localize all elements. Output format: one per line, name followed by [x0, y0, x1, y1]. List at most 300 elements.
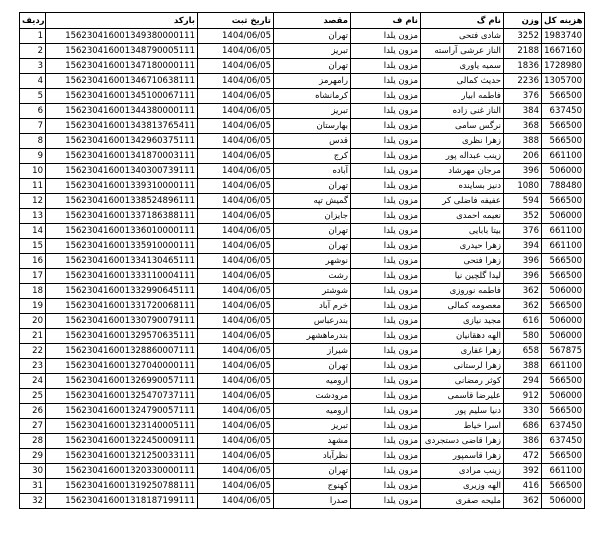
cell-barcode: 156230416001344380000111: [46, 104, 198, 119]
cell-reg-date: 1404/06/05: [198, 419, 274, 434]
cell-total-cost: 566500: [542, 119, 585, 134]
cell-weight: 362: [504, 299, 542, 314]
cell-barcode: 156230416001320330000111: [46, 464, 198, 479]
cell-destination: تبریز: [274, 44, 351, 59]
cell-destination: نظرآباد: [274, 449, 351, 464]
cell-destination: کهنوج: [274, 479, 351, 494]
cell-sender: مزون یلدا: [351, 419, 421, 434]
cell-total-cost: 661100: [542, 224, 585, 239]
cell-total-cost: 506000: [542, 314, 585, 329]
cell-sender: مزون یلدا: [351, 389, 421, 404]
cell-barcode: 156230416001325470737111: [46, 389, 198, 404]
table-row: [20, 359, 585, 374]
cell-sender: مزون یلدا: [351, 59, 421, 74]
cell-reg-date: 1404/06/05: [198, 449, 274, 464]
cell-receiver: زهرا فتحی: [421, 254, 504, 269]
cell-weight: 1080: [504, 179, 542, 194]
cell-weight: 580: [504, 329, 542, 344]
table-row: [20, 389, 585, 404]
cell-sender: مزون یلدا: [351, 179, 421, 194]
cell-total-cost: 506000: [542, 284, 585, 299]
cell-row-id: 9: [20, 149, 46, 164]
cell-row-id: 24: [20, 374, 46, 389]
cell-total-cost: 661100: [542, 359, 585, 374]
cell-barcode: 156230416001335910000111: [46, 239, 198, 254]
cell-barcode: 156230416001330790079111: [46, 314, 198, 329]
cell-row-id: 12: [20, 194, 46, 209]
header-sender: نام ف: [351, 13, 421, 29]
header-barcode: بارکد: [46, 13, 198, 29]
cell-sender: مزون یلدا: [351, 269, 421, 284]
cell-receiver: زهرا غفاری: [421, 344, 504, 359]
cell-reg-date: 1404/06/05: [198, 179, 274, 194]
cell-reg-date: 1404/06/05: [198, 389, 274, 404]
cell-destination: بندرعباس: [274, 314, 351, 329]
cell-sender: مزون یلدا: [351, 194, 421, 209]
cell-row-id: 26: [20, 404, 46, 419]
cell-weight: 388: [504, 134, 542, 149]
cell-sender: مزون یلدا: [351, 284, 421, 299]
cell-reg-date: 1404/06/05: [198, 299, 274, 314]
cell-row-id: 25: [20, 389, 46, 404]
cell-weight: 330: [504, 404, 542, 419]
cell-weight: 392: [504, 464, 542, 479]
cell-weight: 396: [504, 269, 542, 284]
cell-reg-date: 1404/06/05: [198, 494, 274, 509]
cell-receiver: مجید نیازی: [421, 314, 504, 329]
cell-total-cost: 1305700: [542, 74, 585, 89]
cell-receiver: علیرضا قاسمی: [421, 389, 504, 404]
cell-row-id: 20: [20, 314, 46, 329]
cell-sender: مزون یلدا: [351, 164, 421, 179]
cell-sender: مزون یلدا: [351, 464, 421, 479]
cell-weight: 912: [504, 389, 542, 404]
cell-receiver: زهرا قاسمپور: [421, 449, 504, 464]
cell-total-cost: 566500: [542, 269, 585, 284]
table-row: [20, 209, 585, 224]
cell-destination: قدس: [274, 134, 351, 149]
cell-weight: 368: [504, 119, 542, 134]
cell-row-id: 29: [20, 449, 46, 464]
cell-receiver: ملیحه صفری: [421, 494, 504, 509]
cell-receiver: حدیث کمالی: [421, 74, 504, 89]
cell-receiver: فاطمه نوروزی: [421, 284, 504, 299]
table-row: [20, 164, 585, 179]
cell-weight: 2188: [504, 44, 542, 59]
cell-total-cost: 637450: [542, 434, 585, 449]
cell-barcode: 156230416001338524896111: [46, 194, 198, 209]
table-row: [20, 239, 585, 254]
cell-destination: تهران: [274, 239, 351, 254]
table-row: [20, 314, 585, 329]
cell-receiver: زینب عبداله پور: [421, 149, 504, 164]
cell-barcode: 156230416001326990057111: [46, 374, 198, 389]
table-row: [20, 404, 585, 419]
cell-weight: 376: [504, 224, 542, 239]
table-row: [20, 29, 585, 44]
cell-total-cost: 1667160: [542, 44, 585, 59]
cell-barcode: 156230416001331720068111: [46, 299, 198, 314]
cell-reg-date: 1404/06/05: [198, 149, 274, 164]
cell-row-id: 5: [20, 89, 46, 104]
cell-barcode: 156230416001328860007111: [46, 344, 198, 359]
cell-barcode: 156230416001318187199111: [46, 494, 198, 509]
cell-destination: تبریز: [274, 104, 351, 119]
cell-barcode: 156230416001321250033111: [46, 449, 198, 464]
cell-reg-date: 1404/06/05: [198, 344, 274, 359]
cell-total-cost: 566500: [542, 449, 585, 464]
cell-row-id: 16: [20, 254, 46, 269]
cell-sender: مزون یلدا: [351, 134, 421, 149]
cell-sender: مزون یلدا: [351, 44, 421, 59]
cell-reg-date: 1404/06/05: [198, 464, 274, 479]
cell-destination: مشهد: [274, 434, 351, 449]
header-destination: مقصد: [274, 13, 351, 29]
cell-sender: مزون یلدا: [351, 479, 421, 494]
cell-barcode: 156230416001340300739111: [46, 164, 198, 179]
cell-reg-date: 1404/06/05: [198, 74, 274, 89]
cell-barcode: 156230416001323140005111: [46, 419, 198, 434]
cell-receiver: لیدا گلچین نیا: [421, 269, 504, 284]
header-row-id: ردیف: [20, 13, 46, 29]
cell-weight: 294: [504, 374, 542, 389]
cell-destination: جایزان: [274, 209, 351, 224]
cell-destination: تبریز: [274, 419, 351, 434]
table-body: [20, 29, 585, 509]
table-row: [20, 284, 585, 299]
cell-total-cost: 506000: [542, 494, 585, 509]
cell-row-id: 7: [20, 119, 46, 134]
cell-barcode: 156230416001349380000111: [46, 29, 198, 44]
cell-reg-date: 1404/06/05: [198, 329, 274, 344]
cell-reg-date: 1404/06/05: [198, 209, 274, 224]
cell-row-id: 14: [20, 224, 46, 239]
cell-weight: 396: [504, 254, 542, 269]
cell-weight: 384: [504, 104, 542, 119]
cell-total-cost: 566500: [542, 194, 585, 209]
cell-row-id: 10: [20, 164, 46, 179]
table-row: [20, 74, 585, 89]
cell-receiver: زهرا نظری: [421, 134, 504, 149]
cell-total-cost: 506000: [542, 164, 585, 179]
cell-sender: مزون یلدا: [351, 374, 421, 389]
cell-barcode: 156230416001339310000111: [46, 179, 198, 194]
cell-destination: کرج: [274, 149, 351, 164]
cell-row-id: 2: [20, 44, 46, 59]
table-row: [20, 464, 585, 479]
cell-total-cost: 566500: [542, 479, 585, 494]
cell-sender: مزون یلدا: [351, 359, 421, 374]
cell-total-cost: 788480: [542, 179, 585, 194]
table-row: [20, 479, 585, 494]
cell-total-cost: 566500: [542, 134, 585, 149]
table-row: [20, 254, 585, 269]
cell-reg-date: 1404/06/05: [198, 254, 274, 269]
cell-weight: 362: [504, 284, 542, 299]
cell-weight: 396: [504, 164, 542, 179]
cell-barcode: 156230416001341870003111: [46, 149, 198, 164]
cell-total-cost: 566500: [542, 404, 585, 419]
cell-sender: مزون یلدا: [351, 209, 421, 224]
cell-reg-date: 1404/06/05: [198, 119, 274, 134]
cell-receiver: دنیا سلیم پور: [421, 404, 504, 419]
cell-row-id: 31: [20, 479, 46, 494]
cell-barcode: 156230416001327040000111: [46, 359, 198, 374]
cell-sender: مزون یلدا: [351, 224, 421, 239]
cell-total-cost: 661100: [542, 239, 585, 254]
cell-weight: 2236: [504, 74, 542, 89]
cell-row-id: 17: [20, 269, 46, 284]
cell-weight: 686: [504, 419, 542, 434]
cell-weight: 3252: [504, 29, 542, 44]
cell-receiver: بیتا بابایی: [421, 224, 504, 239]
cell-barcode: 156230416001337186388111: [46, 209, 198, 224]
cell-weight: 362: [504, 494, 542, 509]
cell-destination: گمیش تپه: [274, 194, 351, 209]
cell-reg-date: 1404/06/05: [198, 479, 274, 494]
cell-weight: 616: [504, 314, 542, 329]
cell-row-id: 3: [20, 59, 46, 74]
cell-reg-date: 1404/06/05: [198, 134, 274, 149]
cell-total-cost: 567875: [542, 344, 585, 359]
table-row: [20, 344, 585, 359]
cell-total-cost: 566500: [542, 89, 585, 104]
cell-reg-date: 1404/06/05: [198, 44, 274, 59]
cell-destination: شوشتر: [274, 284, 351, 299]
cell-weight: 386: [504, 434, 542, 449]
cell-reg-date: 1404/06/05: [198, 434, 274, 449]
cell-receiver: اسرا خیاط: [421, 419, 504, 434]
cell-receiver: زهرا لرستانی: [421, 359, 504, 374]
table-row: [20, 194, 585, 209]
table-row: [20, 179, 585, 194]
cell-total-cost: 661100: [542, 464, 585, 479]
cell-barcode: 156230416001329570635111: [46, 329, 198, 344]
cell-destination: صدرا: [274, 494, 351, 509]
cell-weight: 206: [504, 149, 542, 164]
cell-receiver: دنیز بساینده: [421, 179, 504, 194]
cell-destination: کرمانشاه: [274, 89, 351, 104]
cell-barcode: 156230416001345100067111: [46, 89, 198, 104]
cell-row-id: 22: [20, 344, 46, 359]
cell-reg-date: 1404/06/05: [198, 29, 274, 44]
cell-barcode: 156230416001334130465111: [46, 254, 198, 269]
cell-reg-date: 1404/06/05: [198, 404, 274, 419]
cell-destination: تهران: [274, 359, 351, 374]
cell-barcode: 156230416001348790005111: [46, 44, 198, 59]
cell-destination: بهارستان: [274, 119, 351, 134]
cell-row-id: 18: [20, 284, 46, 299]
table-row: [20, 269, 585, 284]
table-row: [20, 224, 585, 239]
cell-barcode: 156230416001342960375111: [46, 134, 198, 149]
cell-reg-date: 1404/06/05: [198, 194, 274, 209]
cell-weight: 658: [504, 344, 542, 359]
cell-receiver: شادی فتحی: [421, 29, 504, 44]
cell-total-cost: 1983740: [542, 29, 585, 44]
cell-total-cost: 637450: [542, 419, 585, 434]
cell-reg-date: 1404/06/05: [198, 104, 274, 119]
cell-destination: رامهرمز: [274, 74, 351, 89]
cell-sender: مزون یلدا: [351, 254, 421, 269]
header-row: [20, 13, 585, 29]
cell-sender: مزون یلدا: [351, 104, 421, 119]
cell-sender: مزون یلدا: [351, 404, 421, 419]
cell-total-cost: 1728980: [542, 59, 585, 74]
cell-receiver: مرجان مهرشاد: [421, 164, 504, 179]
table-row: [20, 134, 585, 149]
cell-barcode: 156230416001319250788111: [46, 479, 198, 494]
cell-receiver: الناز غنی زاده: [421, 104, 504, 119]
cell-row-id: 6: [20, 104, 46, 119]
cell-receiver: الناز عرشی آراسته: [421, 44, 504, 59]
cell-destination: تهران: [274, 464, 351, 479]
cell-destination: بندرماهشهر: [274, 329, 351, 344]
shipment-table: [19, 12, 585, 509]
cell-destination: شیراز: [274, 344, 351, 359]
table-row: [20, 329, 585, 344]
cell-total-cost: 566500: [542, 374, 585, 389]
table-row: [20, 149, 585, 164]
table-row: [20, 434, 585, 449]
cell-reg-date: 1404/06/05: [198, 239, 274, 254]
cell-reg-date: 1404/06/05: [198, 59, 274, 74]
cell-total-cost: 566500: [542, 299, 585, 314]
table-row: [20, 494, 585, 509]
cell-total-cost: 506000: [542, 209, 585, 224]
cell-receiver: زهرا حیدری: [421, 239, 504, 254]
cell-total-cost: 506000: [542, 389, 585, 404]
cell-destination: تهران: [274, 59, 351, 74]
cell-receiver: زهرا قاضی دستجردی: [421, 434, 504, 449]
cell-weight: 416: [504, 479, 542, 494]
cell-sender: مزون یلدا: [351, 89, 421, 104]
cell-weight: 1836: [504, 59, 542, 74]
cell-row-id: 30: [20, 464, 46, 479]
cell-destination: نوشهر: [274, 254, 351, 269]
cell-reg-date: 1404/06/05: [198, 269, 274, 284]
cell-barcode: 156230416001346710638111: [46, 74, 198, 89]
cell-row-id: 19: [20, 299, 46, 314]
cell-row-id: 32: [20, 494, 46, 509]
cell-row-id: 8: [20, 134, 46, 149]
cell-total-cost: 637450: [542, 104, 585, 119]
cell-row-id: 1: [20, 29, 46, 44]
cell-destination: تهران: [274, 224, 351, 239]
cell-receiver: نرگس سامی: [421, 119, 504, 134]
cell-destination: تهران: [274, 179, 351, 194]
cell-destination: آباده: [274, 164, 351, 179]
table-row: [20, 299, 585, 314]
cell-receiver: فاطمه ابیار: [421, 89, 504, 104]
table-row: [20, 119, 585, 134]
cell-row-id: 21: [20, 329, 46, 344]
cell-reg-date: 1404/06/05: [198, 314, 274, 329]
cell-weight: 472: [504, 449, 542, 464]
cell-barcode: 156230416001324790057111: [46, 404, 198, 419]
table-row: [20, 59, 585, 74]
cell-reg-date: 1404/06/05: [198, 224, 274, 239]
table-row: [20, 374, 585, 389]
cell-row-id: 27: [20, 419, 46, 434]
table-row: [20, 419, 585, 434]
cell-row-id: 28: [20, 434, 46, 449]
cell-receiver: سمیه یاوری: [421, 59, 504, 74]
cell-receiver: کوثر رمضانی: [421, 374, 504, 389]
cell-total-cost: 566500: [542, 254, 585, 269]
cell-destination: خرم آباد: [274, 299, 351, 314]
cell-sender: مزون یلدا: [351, 74, 421, 89]
cell-sender: مزون یلدا: [351, 329, 421, 344]
cell-receiver: نعیمه احمدی: [421, 209, 504, 224]
cell-sender: مزون یلدا: [351, 494, 421, 509]
cell-receiver: عفیفه فاضلی کر: [421, 194, 504, 209]
cell-sender: مزون یلدا: [351, 449, 421, 464]
cell-sender: مزون یلدا: [351, 434, 421, 449]
header-reg-date: تاریخ ثبت: [198, 13, 274, 29]
cell-reg-date: 1404/06/05: [198, 284, 274, 299]
cell-destination: ارومیه: [274, 374, 351, 389]
cell-receiver: زینب مرادی: [421, 464, 504, 479]
cell-reg-date: 1404/06/05: [198, 164, 274, 179]
cell-row-id: 4: [20, 74, 46, 89]
table-row: [20, 44, 585, 59]
cell-receiver: معصومه کمالی: [421, 299, 504, 314]
cell-weight: 594: [504, 194, 542, 209]
cell-sender: مزون یلدا: [351, 29, 421, 44]
cell-reg-date: 1404/06/05: [198, 374, 274, 389]
cell-barcode: 156230416001343813765411: [46, 119, 198, 134]
cell-weight: 376: [504, 89, 542, 104]
cell-barcode: 156230416001332990645111: [46, 284, 198, 299]
cell-destination: رشت: [274, 269, 351, 284]
header-total-cost: هزینه کل: [542, 13, 585, 29]
cell-sender: مزون یلدا: [351, 314, 421, 329]
cell-reg-date: 1404/06/05: [198, 89, 274, 104]
cell-sender: مزون یلدا: [351, 149, 421, 164]
cell-sender: مزون یلدا: [351, 344, 421, 359]
cell-total-cost: 506000: [542, 329, 585, 344]
cell-reg-date: 1404/06/05: [198, 359, 274, 374]
header-receiver: نام گ: [421, 13, 504, 29]
table-row: [20, 89, 585, 104]
cell-row-id: 13: [20, 209, 46, 224]
table-row: [20, 449, 585, 464]
cell-sender: مزون یلدا: [351, 119, 421, 134]
cell-row-id: 15: [20, 239, 46, 254]
cell-weight: 352: [504, 209, 542, 224]
cell-destination: مرودشت: [274, 389, 351, 404]
cell-barcode: 156230416001347180000111: [46, 59, 198, 74]
table-row: [20, 104, 585, 119]
cell-total-cost: 661100: [542, 149, 585, 164]
cell-sender: مزون یلدا: [351, 299, 421, 314]
shipment-sheet: [19, 12, 584, 509]
cell-receiver: الهه دهقانیان: [421, 329, 504, 344]
cell-row-id: 23: [20, 359, 46, 374]
cell-barcode: 156230416001336010000111: [46, 224, 198, 239]
cell-barcode: 156230416001333110004111: [46, 269, 198, 284]
cell-weight: 394: [504, 239, 542, 254]
cell-receiver: الهه وزیری: [421, 479, 504, 494]
cell-row-id: 11: [20, 179, 46, 194]
cell-destination: ارومیه: [274, 404, 351, 419]
cell-destination: تهران: [274, 29, 351, 44]
cell-weight: 388: [504, 359, 542, 374]
header-weight: وزن: [504, 13, 542, 29]
cell-barcode: 156230416001322450009111: [46, 434, 198, 449]
cell-sender: مزون یلدا: [351, 239, 421, 254]
